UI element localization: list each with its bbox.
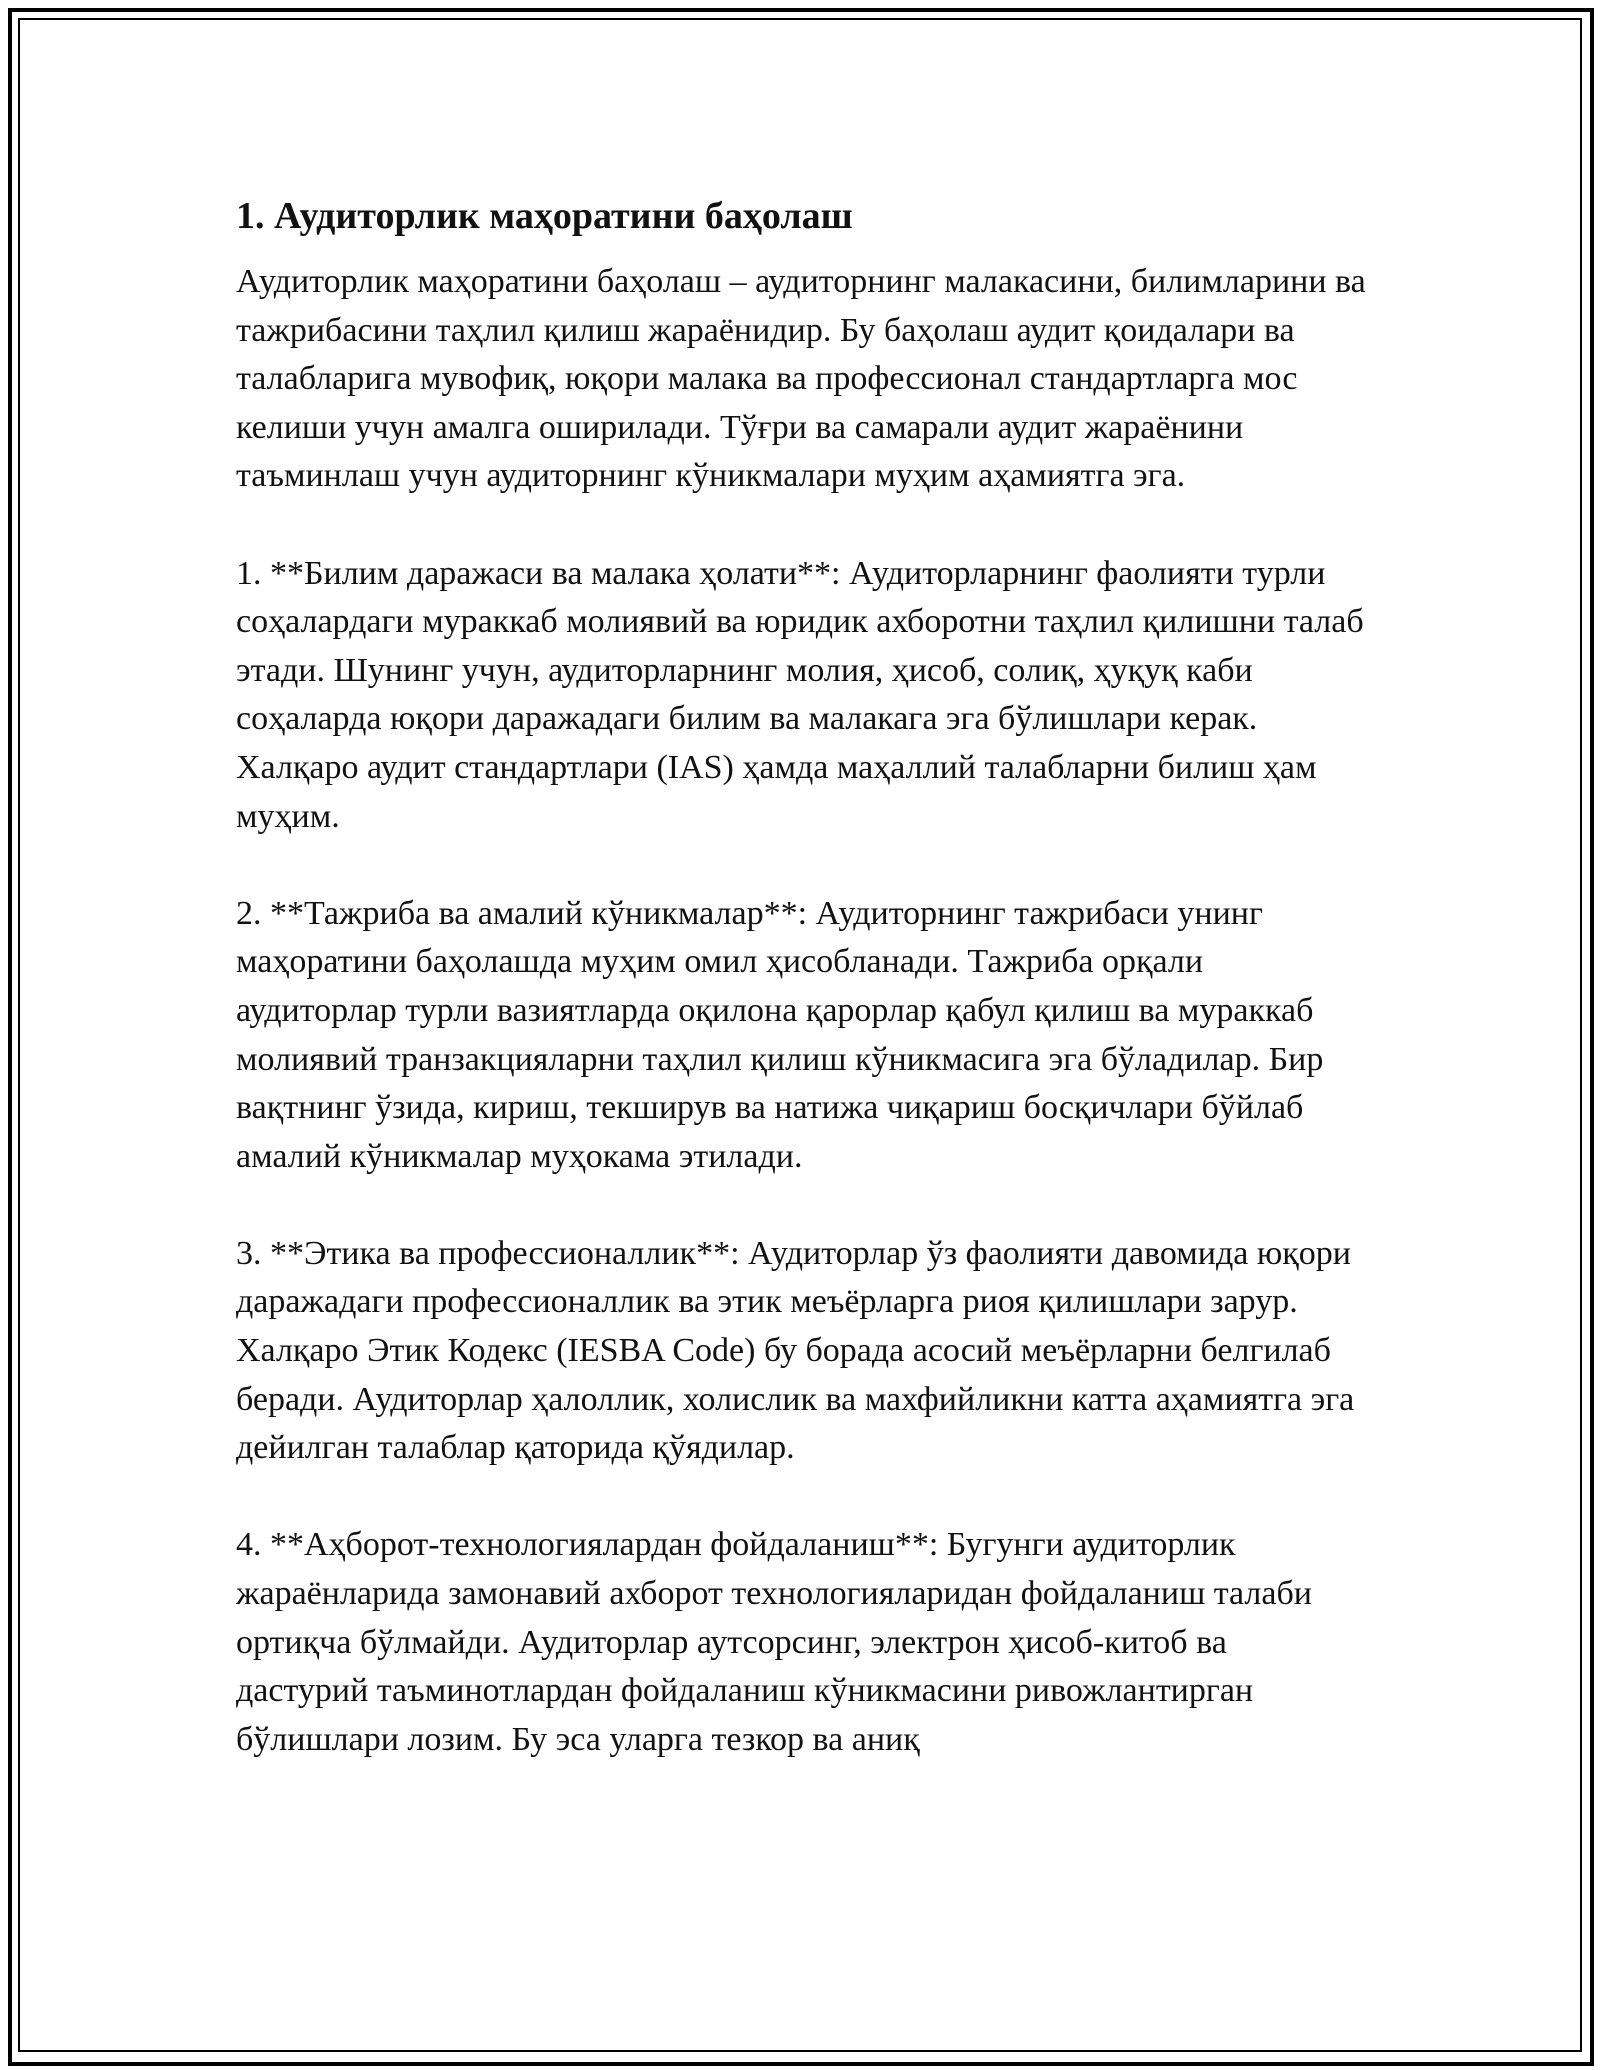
paragraph-technology: 4. **Аҳборот-технологиялардан фойдаланиш**: Бугунги аудиторлик жараёнларида замонавий ахборот технологияларидан фойдаланиш талаби ортиқча бўлмайди. Аудиторлар аутсорсинг, электрон ҳисоб-китоб ва дастурий таъминотлардан фойдаланиш кўникмасини ривожлантирган бўлишлари лозим. Бу эса уларга тезкор ва аниқ (236, 1526, 1312, 1758)
paragraph-experience: 2. **Тажриба ва амалий кўникмалар**: Аудиторнинг тажрибаси унинг маҳоратини баҳолашда муҳим омил ҳисобланади. Тажриба орқали аудиторлар турли вазиятларда оқилона қарорлар қабул қилиш ва мураккаб молиявий транзакцияларни таҳлил қилиш кўникмасига эга бўладилар. Бир вақтнинг ўзида, кириш, текширув ва натижа чиқариш босқичлари бўйлаб амалий кўникмалар муҳокама этилади. (236, 894, 1324, 1175)
section-title: 1. Аудиторлик маҳоратини баҳолаш (236, 195, 853, 237)
paragraph-ethics: 3. **Этика ва профессионаллик**: Аудиторлар ўз фаолияти давомида юқори даражадаги профессионаллик ва этик меъёрларга риоя қилишлари зарур. Халқаро Этик Кодекс (IESBA Code) бу борада асосий меъёрларни белгилаб беради. Аудиторлар ҳалоллик, холислик ва махфийликни катта аҳамиятга эга дейилган талаблар қаторида қўядилар. (236, 1234, 1355, 1467)
intro-paragraph: Аудиторлик маҳоратини баҳолаш – аудиторнинг малакасини, билимларини ва тажрибасини таҳлил қилиш жараёнидир. Бу баҳолаш аудит қоидалари ва талабларига мувофиқ, юқори малака ва профессионал стандартларга мос келиши учун амалга оширилади. Тўғри ва самарали аудит жараёнини таъминлаш учун аудиторнинг кўникмалари муҳим аҳамиятга эга. (236, 263, 1366, 495)
paragraph-knowledge: 1. **Билим даражаси ва малака ҳолати**: Аудиторларнинг фаолияти турли соҳалардаги мураккаб молиявий ва юридик ахборотни таҳлил қилишни талаб этади. Шунинг учун, аудиторларнинг молия, ҳисоб, солиқ, ҳуқуқ каби соҳаларда юқори даражадаги билим ва малакага эга бўлишлари керак. Халқаро аудит стандартлари (IAS) ҳамда маҳаллий талабларни билиш ҳам муҳим. (236, 554, 1364, 835)
document-body (236, 186, 1366, 1813)
